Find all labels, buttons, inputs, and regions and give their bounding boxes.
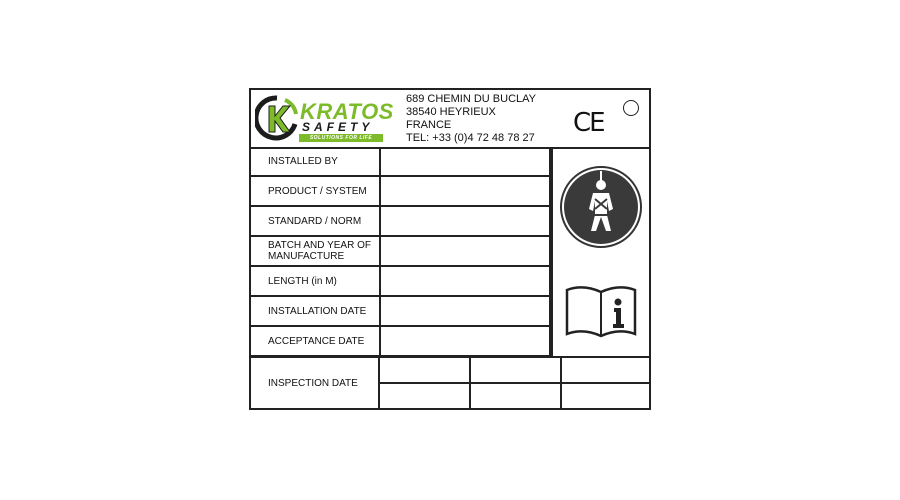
address-phone: TEL: +33 (0)4 72 48 78 27 [406,132,535,144]
field-value-installed-by[interactable] [379,147,551,177]
inspection-cell-4[interactable] [380,384,469,408]
address-country: FRANCE [406,119,452,131]
field-label-length: LENGTH (in M) [251,267,379,297]
inspection-cell-1[interactable] [380,358,469,382]
plate-header [251,90,649,149]
mounting-hole [623,100,639,116]
read-instructions-manual-icon [563,282,639,340]
brand-name-line2: SAFETY [302,120,374,134]
field-value-installation-date[interactable] [379,297,551,327]
field-label-acceptance-date: ACCEPTANCE DATE [251,327,379,357]
field-label-installed-by: INSTALLED BY [251,147,379,177]
address-city: 38540 HEYRIEUX [406,106,496,118]
field-value-product-system[interactable] [379,177,551,207]
address-street: 689 CHEMIN DU BUCLAY [406,93,536,105]
inspection-cell-5[interactable] [471,384,560,408]
logo-k-emblem-icon [255,94,299,142]
ce-mark: CE [573,108,604,138]
field-value-batch-year[interactable] [379,237,551,267]
inspection-date-label: INSPECTION DATE [268,377,358,389]
kratos-safety-logo [255,94,394,142]
identification-plate [249,88,651,410]
brand-name-line1: KRATOS [300,99,394,124]
field-value-standard-norm[interactable] [379,207,551,237]
safety-harness-mandatory-icon [559,165,643,249]
field-value-acceptance-date[interactable] [379,327,551,357]
field-label-product-system: PRODUCT / SYSTEM [251,177,379,207]
brand-tagline: SOLUTIONS FOR LIFE [299,134,383,142]
field-label-batch-year: BATCH AND YEAR OF MANUFACTURE [251,237,379,267]
inspection-cell-2[interactable] [471,358,560,382]
company-address [406,93,536,145]
inspection-cell-3[interactable] [562,358,649,382]
field-label-installation-date: INSTALLATION DATE [251,297,379,327]
inspection-cell-6[interactable] [562,384,649,408]
field-label-standard-norm: STANDARD / NORM [251,207,379,237]
field-value-length[interactable] [379,267,551,297]
icon-column-divider [551,147,553,357]
